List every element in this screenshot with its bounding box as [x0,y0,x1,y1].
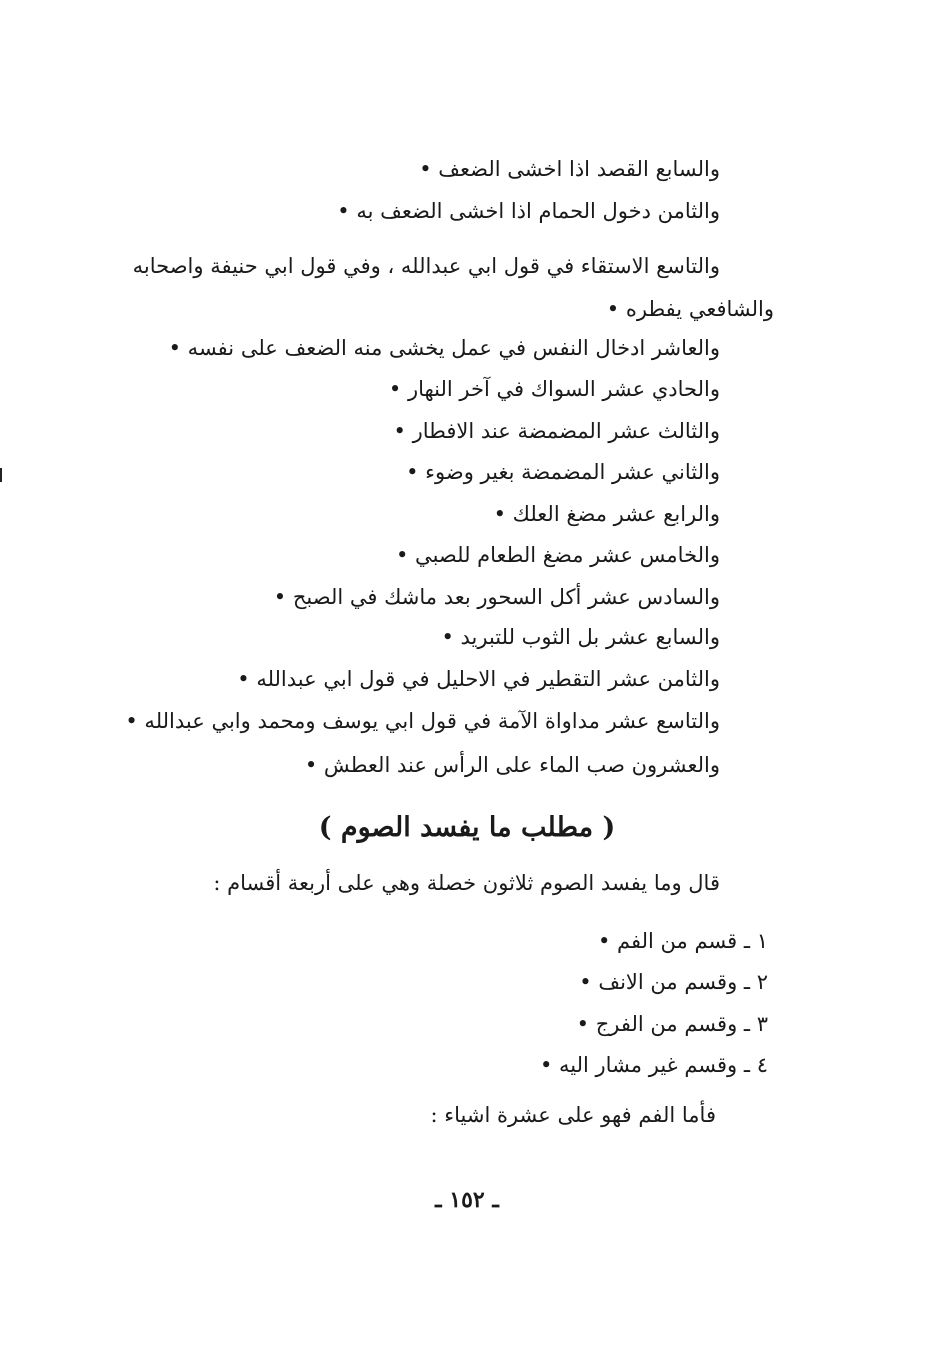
closing-line: فأما الفم فهو على عشرة اشياء : [430,1103,716,1127]
text-line: والتاسع عشر مداواة الآمة في قول ابي يوسف ومحمد وابي عبدالله • [125,709,720,733]
list-item: ٣ ـ وقسم من الفرج • [576,1012,768,1036]
text-line: والثاني عشر المضمضة بغير وضوء • [406,460,720,484]
text-line: والعاشر ادخال النفس في عمل يخشى منه الضعف على نفسه • [168,336,720,360]
page-number: ـ ١٥٢ ـ [435,1187,499,1213]
list-item: ٤ ـ وقسم غير مشار اليه • [539,1053,768,1077]
text-line: والحادي عشر السواك في آخر النهار • [388,377,720,401]
text-line: والسابع عشر بل الثوب للتبريد • [441,625,720,649]
text-line: والثامن عشر التقطير في الاحليل في قول ابي عبدالله • [237,667,720,691]
text-line: والثامن دخول الحمام اذا اخشى الضعف به • [337,199,720,223]
text-line: والسابع القصد اذا اخشى الضعف • [419,157,720,181]
list-item: ١ ـ قسم من الفم • [597,929,768,953]
text-line: والخامس عشر مضغ الطعام للصبي • [396,543,720,567]
text-line: والرابع عشر مضغ العلك • [493,502,720,526]
text-line: والثالث عشر المضمضة عند الافطار • [393,419,720,443]
text-line: والسادس عشر أكل السحور بعد ماشك في الصبح • [273,585,720,609]
section-heading: ( مطلب ما يفسد الصوم ) [318,812,616,843]
scan-edge-mark [0,468,2,482]
list-item: ٢ ـ وقسم من الانف • [579,970,768,994]
text-line: والتاسع الاستقاء في قول ابي عبدالله ، وفي قول ابي حنيفة واصحابه [132,254,720,278]
intro-line: قال وما يفسد الصوم ثلاثون خصلة وهي على أربعة أقسام : [213,871,720,895]
text-line: والعشرون صب الماء على الرأس عند العطش • [304,753,720,777]
text-line: والشافعي يفطره • [606,297,774,321]
